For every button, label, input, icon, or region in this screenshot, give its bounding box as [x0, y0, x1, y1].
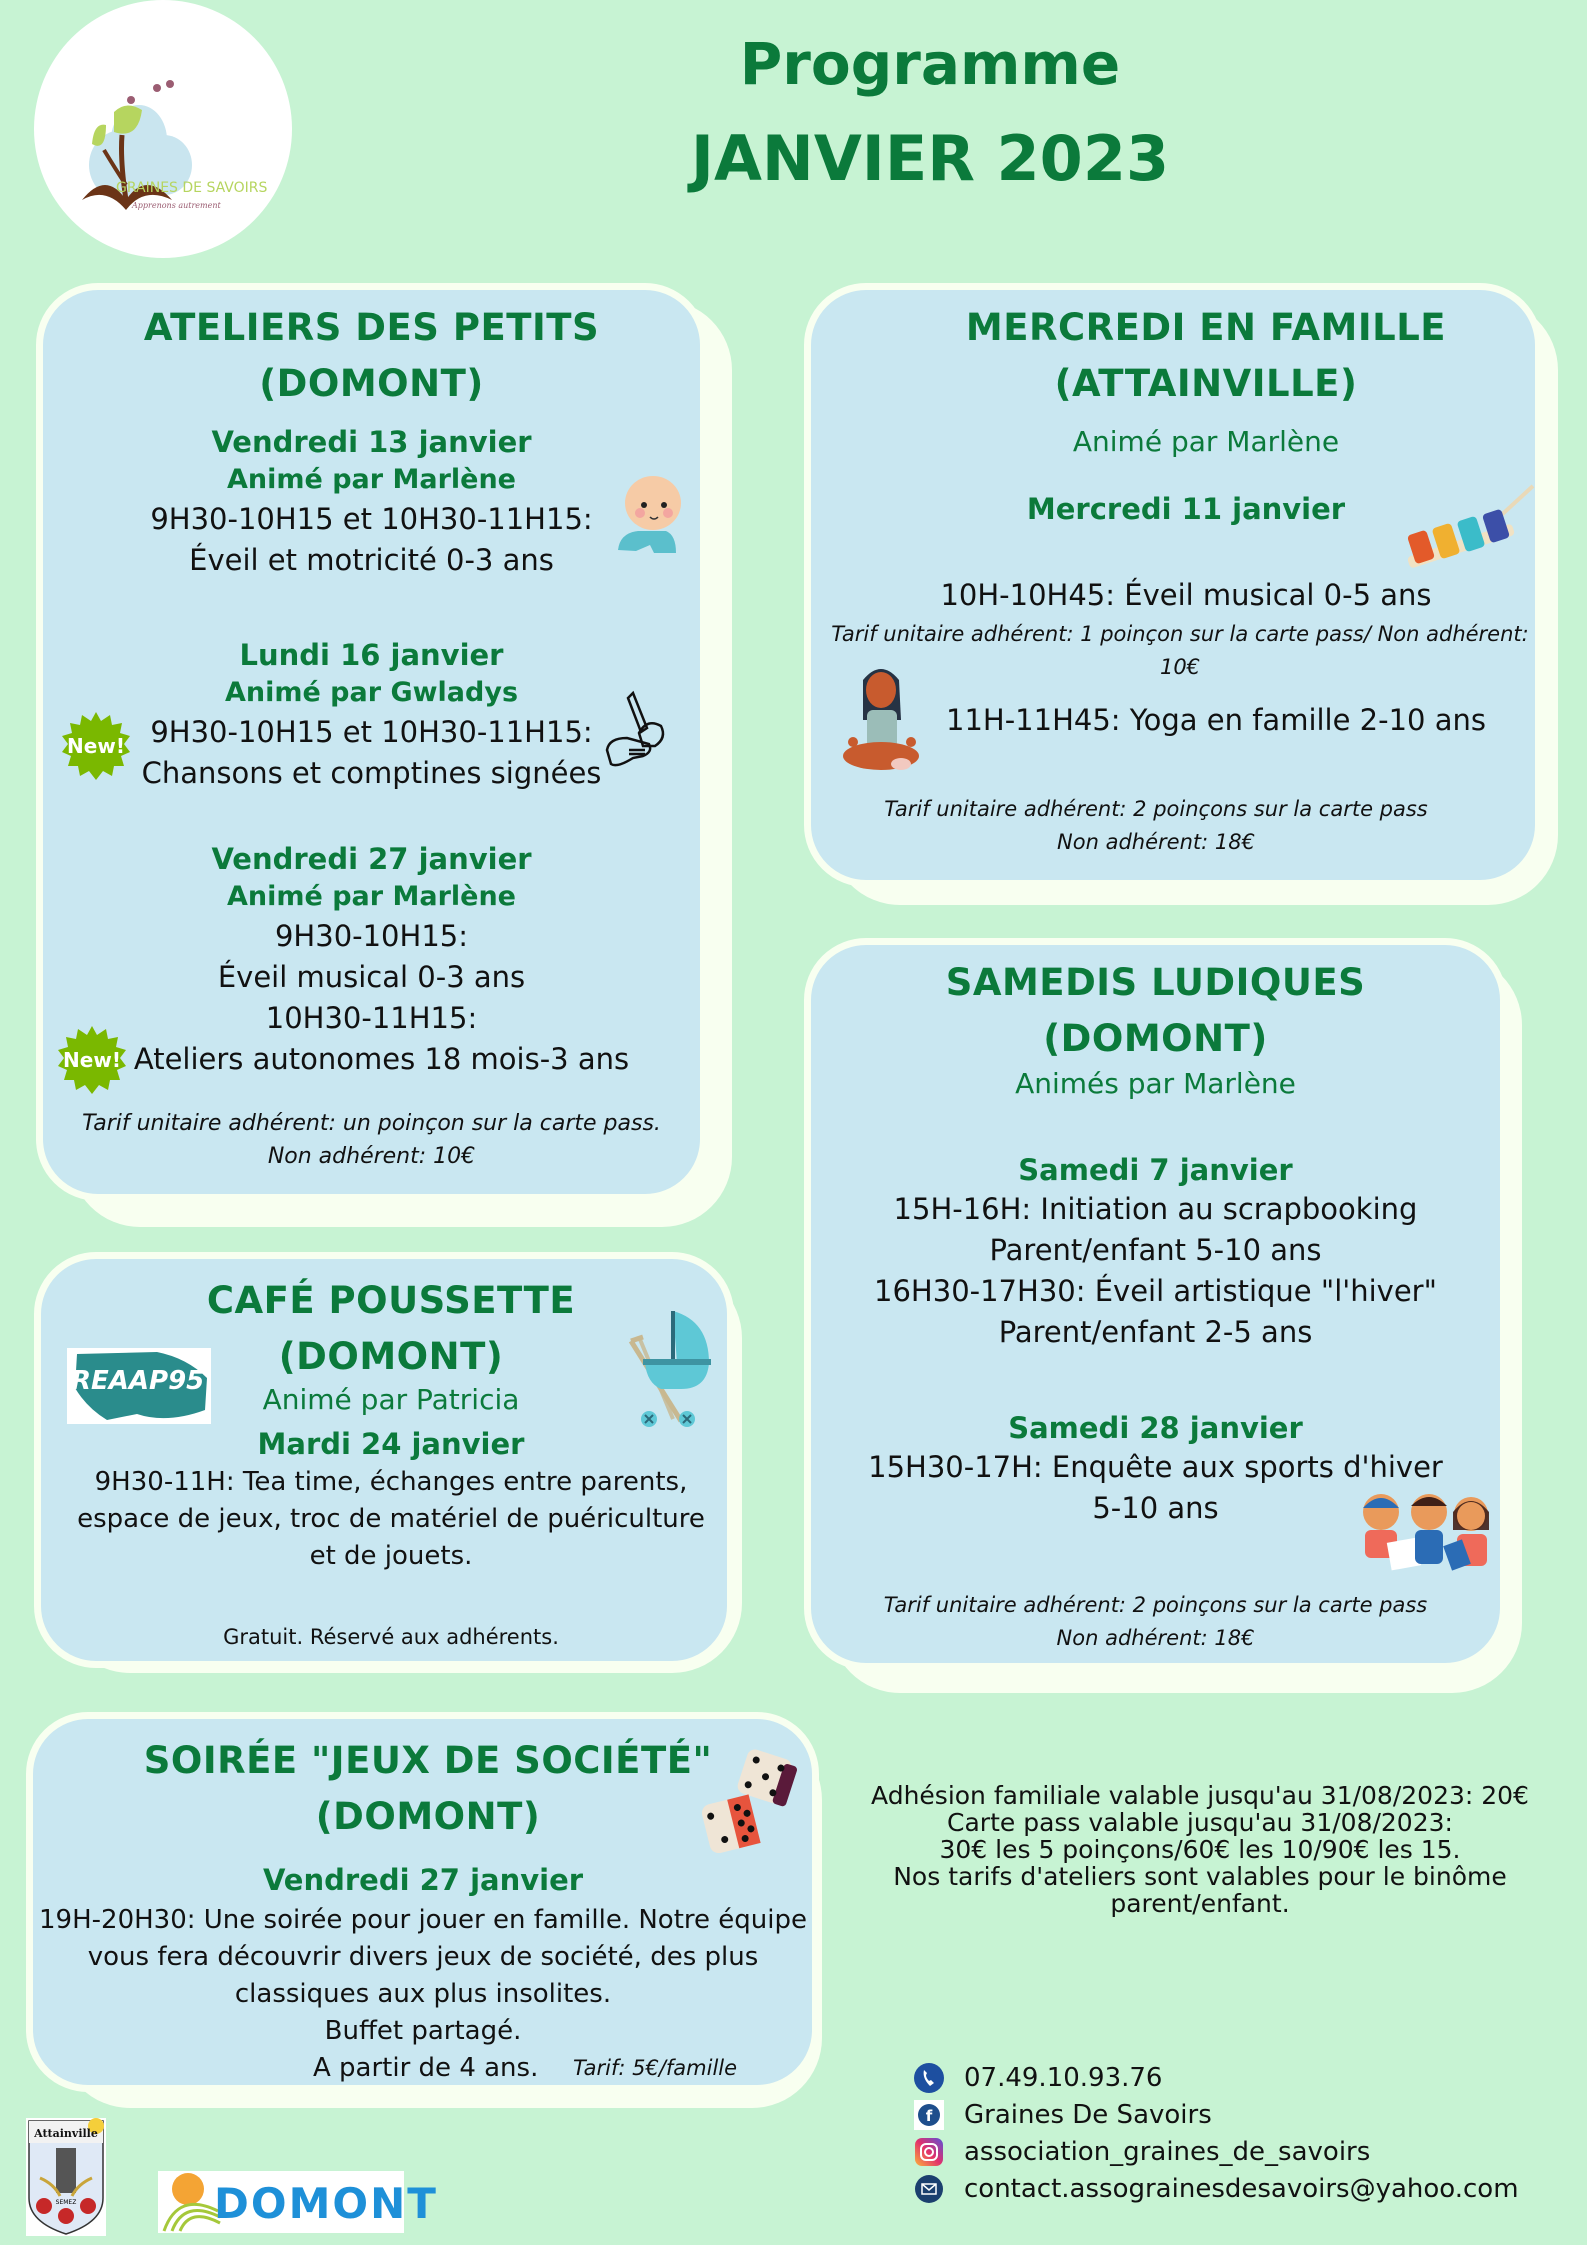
- mercredi-animator: Animé par Marlène: [1072, 425, 1340, 458]
- cafe-date: Mardi 24 janvier: [257, 1427, 525, 1461]
- soiree-tarif: Tarif: 5€/famille: [573, 2056, 738, 2080]
- attainville-crest-logo: [26, 2118, 106, 2236]
- samedis-tarif: Tarif unitaire adhérent: 2 poinçons sur la carte pass Non adhérent: 18€: [883, 1593, 1428, 1650]
- graines-de-savoirs-logo: [34, 0, 292, 258]
- samedis-animator: Animés par Marlène: [1015, 1067, 1296, 1100]
- email-icon: [912, 2172, 946, 2206]
- cafe-description: 9H30-11H: Tea time, échanges entre parents, espace de jeux, troc de matériel de puériculture et de jouets.: [77, 1467, 705, 1571]
- svg-text:GRAINES DE SAVOIRS: GRAINES DE SAVOIRS: [116, 180, 268, 196]
- mercredi-tarif-2: Tarif unitaire adhérent: 2 poinçons sur la carte pass Non adhérent: 18€: [884, 797, 1428, 854]
- cafe-title: CAFÉ POUSSETTE (DOMONT): [206, 1279, 576, 1378]
- svg-text:f: f: [925, 2106, 933, 2125]
- contact-email[interactable]: contact.assograinesdesavoirs@yahoo.com: [912, 2170, 1519, 2207]
- facebook-icon: [912, 2098, 946, 2132]
- samedis-session-1: Samedi 7 janvier 15H-16H: Initiation au scrapbooking Parent/enfant 5-10 ans 16H30-17H30: Éveil artistique "l'hiver" Parent/enfant 2-5 ans: [874, 1153, 1437, 1349]
- ateliers-session-1: Vendredi 13 janvier Animé par Marlène 9H30-10H15 et 10H30-11H15: Éveil et motricité 0-3 ans: [43, 423, 700, 581]
- mercredi-date: Mercredi 11 janvier: [1026, 492, 1346, 526]
- membership-info: Adhésion familiale valable jusqu'au 31/08/2023: 20€ Carte pass valable jusqu'au 31/08/2023: 30€ les 5 poinçons/60€ les 10/90€ les 15. Nos tarifs d'ateliers sont valables pour le binôme parent/enfant.: [871, 1781, 1529, 1918]
- cafe-animator: Animé par Patricia: [262, 1383, 520, 1416]
- mercredi-title: MERCREDI EN FAMILLE (ATTAINVILLE): [965, 306, 1447, 405]
- ateliers-title: ATELIERS DES PETITS (DOMONT): [143, 306, 600, 405]
- samedis-title: SAMEDIS LUDIQUES (DOMONT): [945, 961, 1366, 1060]
- contact-list: [912, 2059, 1519, 2207]
- ateliers-session-3: Vendredi 27 janvier Animé par Marlène 9H30-10H15: Éveil musical 0-3 ans 10H30-11H15: Ateliers autonomes 18 mois-3 ans: [133, 842, 630, 1076]
- soiree-date: Vendredi 27 janvier: [262, 1863, 584, 1897]
- soiree-description: 19H-20H30: Une soirée pour jouer en famille. Notre équipe vous fera découvrir divers jeux de société, des plus classiques aux plus insolites. Buffet partagé.: [39, 1905, 807, 2046]
- dice-icon: [693, 1743, 803, 1853]
- sign-language-icon: [603, 688, 673, 770]
- samedis-session-2: Samedi 28 janvier 15H30-17H: Enquête aux sports d'hiver 5-10 ans: [868, 1411, 1443, 1525]
- new-badge: New!: [60, 710, 132, 782]
- seedling-logo-icon: [34, 0, 292, 258]
- ateliers-session-2: Lundi 16 janvier Animé par Gwladys 9H30-10H15 et 10H30-11H15: Chansons et comptines signées: [141, 638, 602, 790]
- xylophone-icon: [1401, 480, 1536, 570]
- samedis-card: [804, 938, 1507, 1670]
- contact-instagram[interactable]: association_graines_de_savoirs: [912, 2133, 1519, 2170]
- baby-icon: [598, 465, 688, 565]
- phone-icon: [912, 2061, 946, 2095]
- mercredi-activity-2: 11H-11H45: Yoga en famille 2-10 ans: [946, 703, 1486, 737]
- soiree-card: [26, 1712, 819, 2092]
- page-title-month: JANVIER 2023: [690, 122, 1170, 195]
- ateliers-tarif: Tarif unitaire adhérent: un poinçon sur la carte pass. Non adhérent: 10€: [82, 1111, 661, 1169]
- svg-text:Apprenons autrement: Apprenons autrement: [132, 201, 221, 210]
- soiree-age: A partir de 4 ans.: [313, 2053, 539, 2083]
- mercredi-tarif-1: Tarif unitaire adhérent: 1 poinçon sur la carte pass/ Non adhérent: 10€: [831, 622, 1529, 679]
- children-playing-icon: [1341, 1490, 1506, 1575]
- svg-text:Attainville: Attainville: [34, 2127, 98, 2140]
- ateliers-card: [36, 283, 707, 1201]
- instagram-icon: [912, 2135, 946, 2169]
- mercredi-activity-1: 10H-10H45: Éveil musical 0-5 ans: [940, 578, 1432, 612]
- page-title-programme: Programme: [739, 30, 1121, 98]
- reaap95-logo: REAAP95: [67, 1348, 211, 1424]
- contact-facebook[interactable]: f Graines De Savoirs: [912, 2096, 1519, 2133]
- session-animator: Animé par Marlène: [227, 464, 516, 495]
- cafe-card: [34, 1252, 734, 1668]
- contact-phone[interactable]: 07.49.10.93.76: [912, 2059, 1519, 2096]
- soiree-title: SOIRÉE "JEUX DE SOCIÉTÉ" (DOMONT): [143, 1739, 713, 1838]
- session-date: Vendredi 13 janvier: [211, 425, 532, 459]
- domont-logo: DOMONT: [158, 2171, 404, 2233]
- svg-text:SEMEZ: SEMEZ: [55, 2199, 77, 2206]
- cafe-note: Gratuit. Réservé aux adhérents.: [223, 1625, 559, 1649]
- mercredi-card: [804, 283, 1542, 887]
- new-badge: New!: [56, 1024, 128, 1096]
